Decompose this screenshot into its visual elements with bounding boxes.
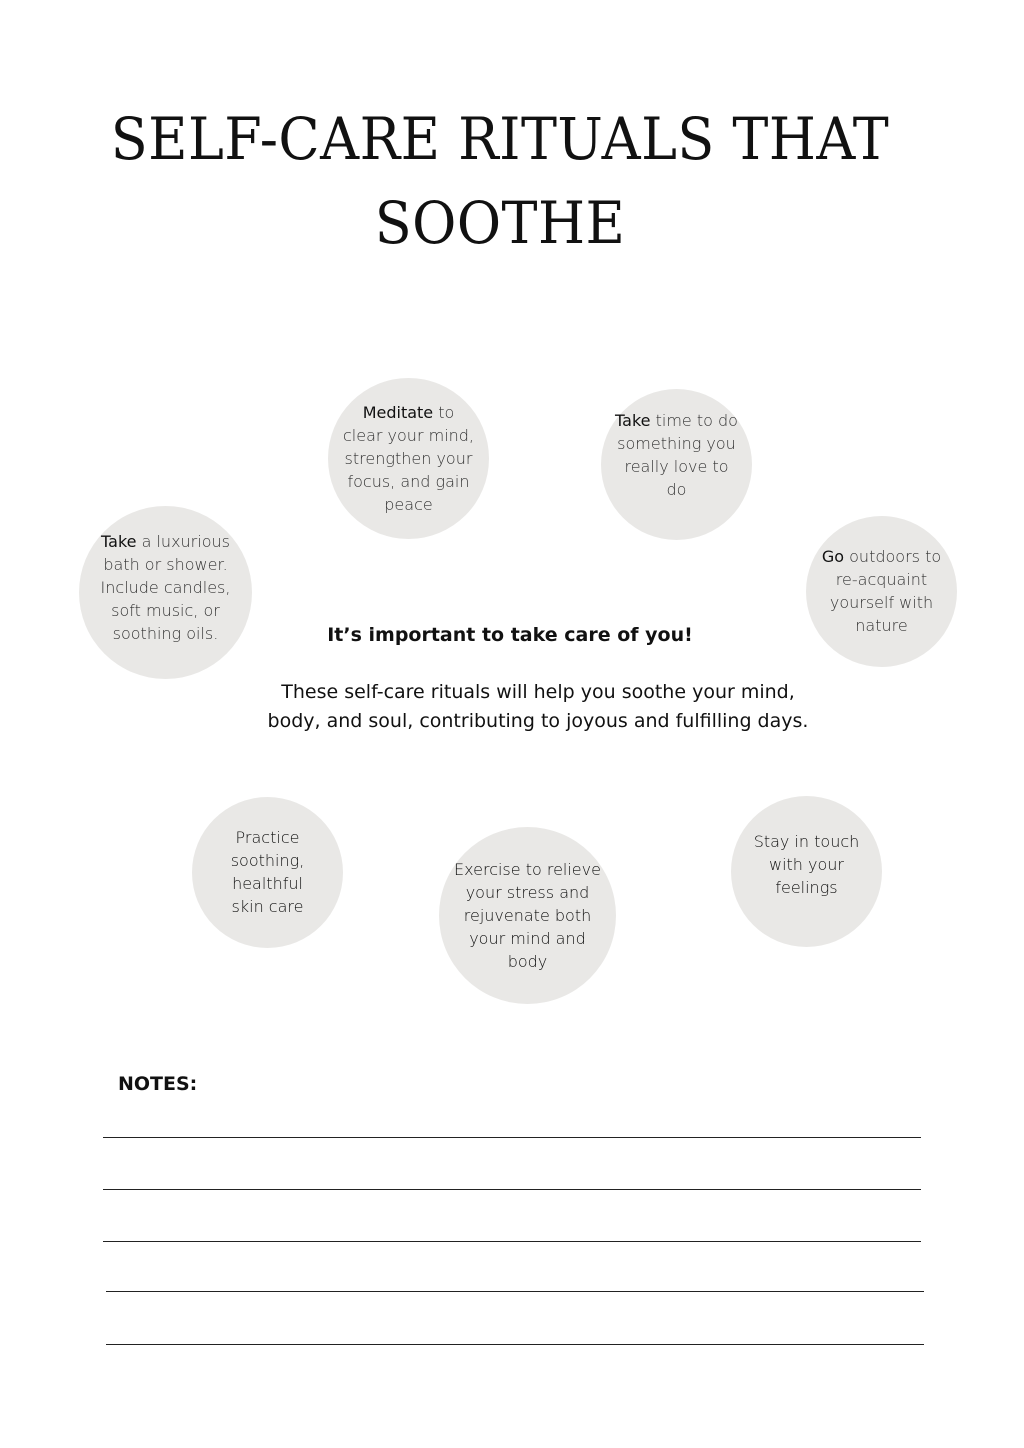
ritual-circle-skin-care — [192, 797, 343, 948]
notes-line-1[interactable] — [103, 1137, 921, 1138]
ritual-body: time to do something you really love to do — [617, 410, 738, 499]
ritual-circle-meditate — [328, 378, 489, 539]
ritual-text — [818, 545, 945, 637]
ritual-body: to clear your mind, strengthen your focus, and gain peace — [342, 403, 475, 514]
ritual-body: Practice soothing, healthful skin care — [230, 827, 305, 916]
notes-line-2[interactable] — [103, 1189, 921, 1190]
ritual-circle-feelings — [731, 796, 882, 947]
ritual-text — [342, 401, 475, 516]
page-title-line-2: SOOTHE — [374, 189, 626, 257]
ritual-lead: Meditate — [362, 403, 434, 422]
notes-line-3[interactable] — [103, 1241, 921, 1242]
ritual-text — [613, 409, 740, 501]
ritual-body: Exercise to relieve your stress and rejuvenate both your mind and body — [454, 860, 601, 971]
ritual-text — [214, 826, 321, 918]
ritual-circle-hobby — [601, 389, 752, 540]
ritual-circle-exercise — [439, 827, 616, 1004]
intro-line-2: body, and soul, contributing to joyous and fulfilling days. — [267, 710, 809, 732]
ritual-lead: Go — [821, 546, 845, 566]
headline: It’s important to take care of you! — [327, 624, 693, 646]
ritual-lead: Take — [101, 532, 137, 551]
notes-line-5[interactable] — [106, 1344, 924, 1345]
intro-line-1: These self-care rituals will help you soothe your mind, — [281, 681, 795, 703]
ritual-circle-bath — [79, 506, 252, 679]
page-title-line-1: SELF-CARE RITUALS THAT — [110, 105, 890, 173]
ritual-body: a luxurious bath or shower. Include candles, soft music, or soothing oils. — [100, 532, 231, 643]
intro-paragraph — [0, 678, 1024, 736]
notes-line-4[interactable] — [106, 1291, 924, 1292]
ritual-text — [753, 830, 860, 899]
ritual-body: outdoors to re-acquaint yourself with nature — [829, 546, 942, 635]
notes-label: NOTES: — [118, 1073, 198, 1095]
ritual-lead: Take — [615, 410, 651, 430]
ritual-text — [451, 858, 604, 973]
ritual-body: Stay in touch with your feelings — [753, 832, 860, 897]
